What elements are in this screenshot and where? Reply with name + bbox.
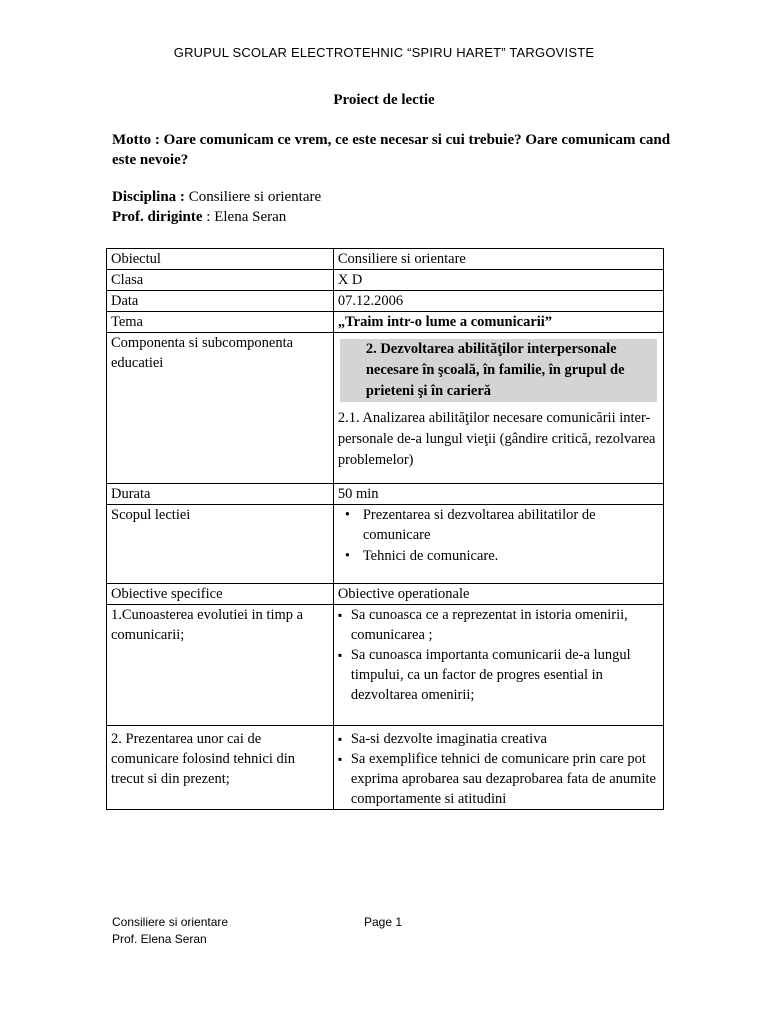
table-row xyxy=(107,584,664,605)
document-title: Proiect de lectie xyxy=(333,92,435,108)
footer-subject: Consiliere si orientare xyxy=(112,915,229,929)
row-label: Data xyxy=(107,291,334,312)
row-label: 1.Cunoasterea evolutiei in timp a comunicarii; xyxy=(107,605,334,726)
table-row xyxy=(107,270,664,291)
row-label: Tema xyxy=(107,312,334,333)
prof-line xyxy=(112,207,321,227)
list-item: ▪ Sa cunoasca importanta comunicarii de-a lungul timpului, ca un factor de progres esential in dezvoltarea omenirii; xyxy=(338,645,659,705)
row-label: Clasa xyxy=(107,270,334,291)
motto-text: : Oare comunicam ce vrem, ce este necesar si cui trebuie? Oare comunicam cand este nevoie? xyxy=(112,132,671,168)
motto xyxy=(112,130,672,170)
row-label: Componenta si subcomponenta educatiei xyxy=(107,333,334,484)
row-label: 2. Prezentarea unor cai de comunicare folosind tehnici din trecut si din prezent; xyxy=(107,726,334,810)
row-value xyxy=(333,605,663,726)
highlight-box: 2. Dezvoltarea abilităţilor interpersonale necesare în şcoală, în familie, în grupul de prieteni şi în carieră xyxy=(340,339,657,402)
prof-label: Prof. diriginte xyxy=(112,209,203,225)
row-value: X D xyxy=(333,270,663,291)
table-row xyxy=(107,249,664,270)
list-item: • Tehnici de comunicare. xyxy=(338,546,659,566)
list-item: • Prezentarea si dezvoltarea abilitatilor de comunicare xyxy=(338,505,659,545)
row-label: Obiectul xyxy=(107,249,334,270)
table-row xyxy=(107,333,664,484)
subcomponent-text: 2.1. Analizarea abilităţilor necesare comunicării inter-personale de-a lungul vieţii (gândire critică, rezolvarea problemelor) xyxy=(337,410,656,468)
table-row xyxy=(107,312,664,333)
row-value xyxy=(333,726,663,810)
motto-label: Motto xyxy=(112,132,152,148)
objective-list xyxy=(338,605,659,705)
row-value: 50 min xyxy=(333,484,663,505)
objective-list xyxy=(338,729,659,809)
list-item: ▪ Sa-si dezvolte imaginatia creativa xyxy=(338,729,659,749)
table-row xyxy=(107,605,664,726)
row-label: Scopul lectiei xyxy=(107,505,334,584)
row-value xyxy=(333,505,663,584)
row-value: 07.12.2006 xyxy=(333,291,663,312)
disciplina-label: Disciplina : xyxy=(112,189,185,205)
table-row xyxy=(107,291,664,312)
table-row xyxy=(107,484,664,505)
prof-value: : Elena Seran xyxy=(202,209,287,225)
row-label: Obiective specifice xyxy=(107,584,334,605)
footer-author: Prof. Elena Seran xyxy=(112,932,207,946)
scope-list xyxy=(338,505,659,566)
lesson-meta xyxy=(112,187,321,227)
disciplina-value: Consiliere si orientare xyxy=(184,189,322,205)
lesson-table xyxy=(106,248,664,810)
list-item: ▪ Sa exemplifice tehnici de comunicare prin care pot exprima aprobarea sau dezaprobarea fata de anumite comportamente si atitudini xyxy=(338,749,659,809)
footer xyxy=(112,914,228,948)
document-header: GRUPUL SCOLAR ELECTROTEHNIC “SPIRU HARET” TARGOVISTE xyxy=(173,45,595,60)
row-value xyxy=(333,333,663,484)
disciplina-line xyxy=(112,187,321,207)
row-value: Consiliere si orientare xyxy=(333,249,663,270)
page-number: Page 1 xyxy=(364,915,403,929)
row-value: Obiective operationale xyxy=(333,584,663,605)
row-value: „Traim intr-o lume a comunicarii” xyxy=(333,312,663,333)
list-item: ▪ Sa cunoasca ce a reprezentat in istoria omenirii, comunicarea ; xyxy=(338,605,659,645)
table-row xyxy=(107,505,664,584)
row-label: Durata xyxy=(107,484,334,505)
table-row xyxy=(107,726,664,810)
